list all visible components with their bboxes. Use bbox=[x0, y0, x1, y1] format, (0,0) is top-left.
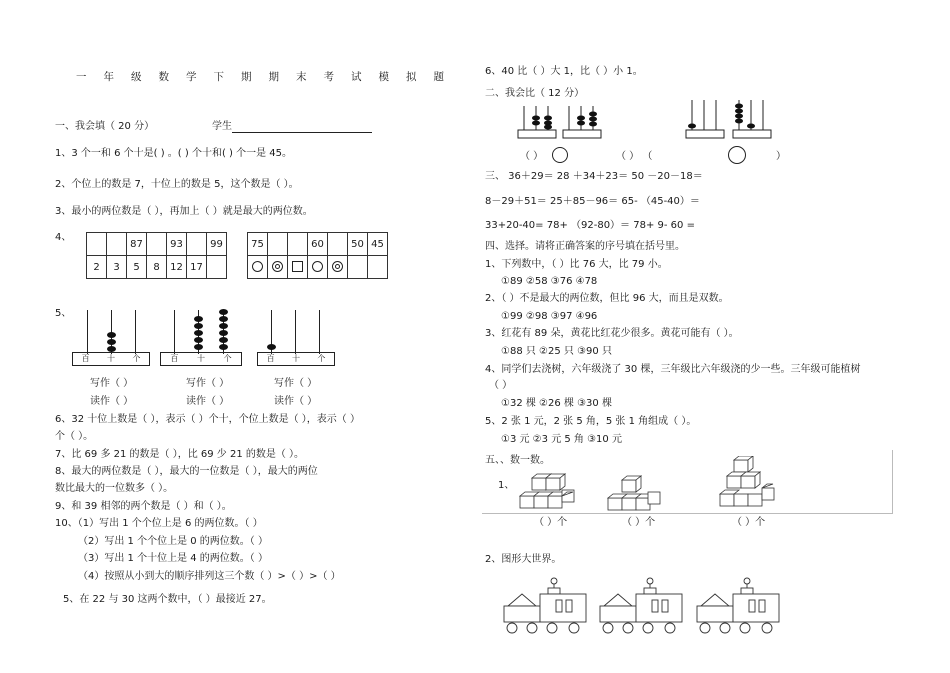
abacus-bead bbox=[194, 344, 203, 350]
grid-cell bbox=[268, 256, 288, 279]
cube-stack-1 bbox=[518, 470, 578, 514]
grid-cell bbox=[107, 233, 127, 256]
question-10-3: （3）写出 1 个十位上是 4 的两位数。（ ） bbox=[78, 553, 268, 564]
choice-q3-options: ①88 只 ②25 只 ③90 只 bbox=[501, 346, 612, 357]
student-name-field[interactable] bbox=[212, 121, 372, 133]
question-8-cont: 数比最大的一位数多（ ）。 bbox=[55, 483, 174, 494]
place-label-tens: 十 bbox=[106, 354, 115, 363]
count-q2: 2、图形大世界。 bbox=[485, 554, 562, 565]
place-label-ones: 个 bbox=[132, 354, 141, 363]
question-9: 9、和 39 相邻的两个数是（ ）和（ ）。 bbox=[55, 501, 232, 512]
question-3: 3、最小的两位数是（ ），再加上（ ）就是最大的两位数。 bbox=[55, 206, 313, 217]
grid-cell bbox=[187, 233, 207, 256]
grid-cell: 5 bbox=[127, 256, 147, 279]
grid-cell: 60 bbox=[308, 233, 328, 256]
grid-cell bbox=[147, 233, 167, 256]
grid-cell bbox=[288, 233, 308, 256]
train-figure-1 bbox=[502, 576, 590, 642]
abacus-bead bbox=[194, 323, 203, 329]
abacus-bead bbox=[219, 323, 228, 329]
choice-q2-options: ①99 ②98 ③97 ④96 bbox=[501, 311, 598, 322]
write-as-2: 写作（ ） bbox=[186, 378, 230, 389]
abacus-bead bbox=[194, 337, 203, 343]
abacus-base bbox=[72, 352, 150, 366]
compare-blank-2: （ ） （ bbox=[616, 151, 653, 162]
grid-cell bbox=[368, 256, 388, 279]
grid-cell: 99 bbox=[207, 233, 227, 256]
abacus-1 bbox=[72, 306, 150, 370]
abacus-bead bbox=[219, 337, 228, 343]
student-name-line[interactable] bbox=[232, 121, 372, 133]
grid-cell: 8 bbox=[147, 256, 167, 279]
choice-q1-options: ①89 ②58 ③76 ④78 bbox=[501, 276, 598, 287]
grid-cell: 3 bbox=[107, 256, 127, 279]
place-label-ones: 个 bbox=[317, 354, 326, 363]
compare-circle-2[interactable] bbox=[728, 146, 746, 164]
abacus-bead bbox=[194, 316, 203, 322]
grid-cell: 45 bbox=[368, 233, 388, 256]
compare-blank-1: （ ） bbox=[520, 151, 544, 162]
grid-cell: 87 bbox=[127, 233, 147, 256]
section2-header: 二、我会比（ 12 分） bbox=[485, 88, 585, 99]
choice-q4-blank: （ ） bbox=[489, 380, 513, 391]
question-r6: 6、40 比（ ）大 1，比（ ）小 1。 bbox=[485, 66, 643, 77]
abacus-rod bbox=[295, 310, 296, 354]
double-circle-icon bbox=[272, 261, 283, 272]
cube-stack-2 bbox=[606, 474, 664, 516]
count-blank-2: （ ）个 bbox=[622, 517, 656, 528]
question-8: 8、最大的两位数是（ ），最大的一位数是（ ），最大的两位 bbox=[55, 466, 318, 477]
train-figure-2 bbox=[598, 576, 686, 642]
circle-icon bbox=[252, 261, 263, 272]
place-label-hundreds: 百 bbox=[170, 354, 179, 363]
write-as-1: 写作（ ） bbox=[90, 378, 134, 389]
abacus-rod bbox=[87, 310, 88, 354]
abacus-bead bbox=[107, 339, 116, 345]
abacus-bead bbox=[219, 309, 228, 315]
question-1: 1、3 个一和 6 个十是( ) 。( ) 个十和( ) 个一是 45。 bbox=[55, 148, 293, 159]
grid-cell bbox=[308, 256, 328, 279]
section3-row-3: 33+20-40= 78+ （92-80）＝ 78+ 9- 60 = bbox=[485, 220, 695, 231]
grid-cell bbox=[207, 256, 227, 279]
section5-header: 五、、数一数。 bbox=[485, 455, 550, 466]
write-as-3: 写作（ ） bbox=[274, 378, 318, 389]
grid-cell bbox=[248, 256, 268, 279]
cube-stack-3 bbox=[718, 456, 778, 512]
grid-cell bbox=[87, 233, 107, 256]
choice-q4: 4、同学们去浇树，六年级浇了 30 棵，三年级比六年级浇的少一些。三年级可能植树 bbox=[485, 364, 861, 375]
compare-abacus-left bbox=[514, 104, 606, 140]
question-10-2: （2）写出 1 个个位上是 0 的两位数。（ ） bbox=[78, 536, 268, 547]
question-6: 6、32 十位上数是（ ），表示（ ）个十，个位上数是（ ），表示（ ） bbox=[55, 414, 360, 425]
abacus-bead bbox=[219, 316, 228, 322]
grid-cell: 93 bbox=[167, 233, 187, 256]
grid-cell bbox=[268, 233, 288, 256]
grid-cell: 2 bbox=[87, 256, 107, 279]
section3-row-2: 8－29＋51＝ 25＋85－96＝ 65- （45-40）＝ bbox=[485, 196, 700, 207]
student-label: 学生 bbox=[212, 121, 232, 132]
question-6-cont: 个（ ）。 bbox=[55, 431, 94, 442]
abacus-bead bbox=[267, 344, 276, 350]
choice-q4-options: ①32 棵 ②26 棵 ③30 棵 bbox=[501, 398, 612, 409]
abacus-rod bbox=[174, 310, 175, 354]
grid-cell bbox=[328, 233, 348, 256]
double-circle-icon bbox=[332, 261, 343, 272]
question-2: 2、个位上的数是 7，十位上的数是 5，这个数是（ ）。 bbox=[55, 179, 299, 190]
question-10-4: （4）按照从小到大的顺序排列这三个数（ ）>（ ）>（ ） bbox=[78, 571, 341, 582]
choice-q2: 2、（ ）不是最大的两位数，但比 96 大，而且是双数。 bbox=[485, 293, 729, 304]
question-7: 7、比 69 多 21 的数是（ ），比 69 少 21 的数是（ ）。 bbox=[55, 449, 305, 460]
abacus-base bbox=[257, 352, 335, 366]
grid-cell bbox=[348, 256, 368, 279]
section3-row-1: 三、 36＋29＝ 28 ＋34＋23＝ 50 －20－18＝ bbox=[485, 171, 703, 182]
place-label-tens: 十 bbox=[291, 354, 300, 363]
grid-cell: 75 bbox=[248, 233, 268, 256]
read-as-3: 读作（ ） bbox=[274, 396, 318, 407]
choice-q3: 3、红花有 89 朵，黄花比红花少很多。黄花可能有（ ）。 bbox=[485, 328, 739, 339]
read-as-1: 读作（ ） bbox=[90, 396, 134, 407]
abacus-2 bbox=[160, 306, 242, 370]
question-11: 5、在 22 与 30 这两个数中，（ ）最接近 27。 bbox=[63, 594, 272, 605]
section4-header: 四、选择。请将正确答案的序号填在括号里。 bbox=[485, 241, 685, 252]
abacus-rod bbox=[135, 310, 136, 354]
compare-circle-1[interactable] bbox=[552, 147, 568, 163]
choice-q5: 5、2 张 1 元，2 张 5 角，5 张 1 角组成（ ）。 bbox=[485, 416, 697, 427]
grid-cell bbox=[328, 256, 348, 279]
train-figure-3 bbox=[695, 576, 783, 642]
read-as-2: 读作（ ） bbox=[186, 396, 230, 407]
choice-q5-options: ①3 元 ②3 元 5 角 ③10 元 bbox=[501, 434, 622, 445]
place-label-hundreds: 百 bbox=[266, 354, 275, 363]
compare-abacus-right bbox=[684, 98, 776, 140]
choice-q1: 1、下列数中，（ ）比 76 大，比 79 小。 bbox=[485, 259, 668, 270]
count-blank-1: （ ）个 bbox=[534, 517, 568, 528]
number-grid-1 bbox=[86, 232, 227, 279]
count-blank-3: （ ）个 bbox=[732, 517, 766, 528]
abacus-rod bbox=[319, 310, 320, 354]
abacus-bead bbox=[194, 330, 203, 336]
abacus-3 bbox=[257, 306, 335, 370]
place-label-hundreds: 百 bbox=[81, 354, 90, 363]
grid-cell bbox=[288, 256, 308, 279]
abacus-bead bbox=[219, 330, 228, 336]
abacus-bead bbox=[219, 344, 228, 350]
compare-blank-3: ） bbox=[776, 151, 786, 162]
grid-cell: 12 bbox=[167, 256, 187, 279]
place-label-tens: 十 bbox=[196, 354, 205, 363]
circle-icon bbox=[312, 261, 323, 272]
question-4-label: 4、 bbox=[55, 232, 72, 243]
count-q1-label: 1、 bbox=[498, 480, 515, 491]
abacus-base bbox=[160, 352, 242, 366]
place-label-ones: 个 bbox=[223, 354, 232, 363]
grid-cell: 50 bbox=[348, 233, 368, 256]
grid-cell: 17 bbox=[187, 256, 207, 279]
question-5-label: 5、 bbox=[55, 308, 72, 319]
square-icon bbox=[292, 261, 303, 272]
abacus-bead bbox=[107, 332, 116, 338]
question-10: 10、（1）写出 1 个个位上是 6 的两位数。（ ） bbox=[55, 518, 263, 529]
section1-header: 一、我会填（ 20 分） bbox=[55, 121, 155, 132]
number-grid-2 bbox=[247, 232, 388, 279]
page-title: 一年级数学下期期末考试模拟题 bbox=[76, 71, 461, 83]
